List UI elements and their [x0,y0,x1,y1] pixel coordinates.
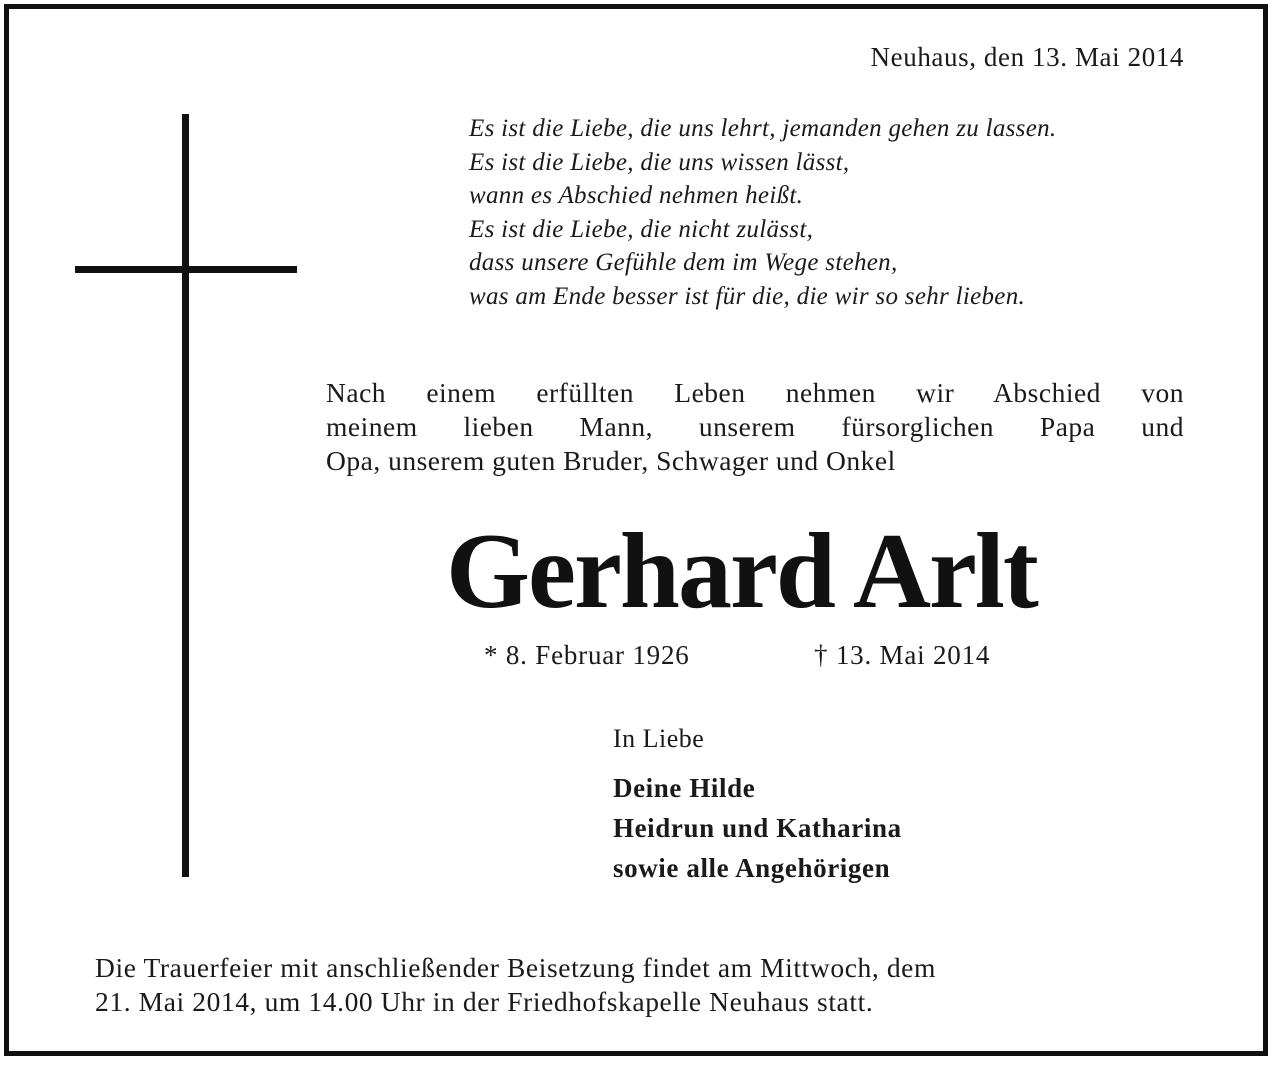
deceased-name: Gerhard Arlt [446,512,1037,631]
poem [469,112,1056,313]
funeral-notice-line: Die Trauerfeier mit anschließender Beisetzung findet am Mittwoch, dem [95,952,936,983]
birth-date: * 8. Februar 1926 [484,640,690,670]
signer-line: sowie alle Angehörigen [613,853,891,883]
signer-line: Heidrun und Katharina [613,813,902,843]
intro-line: meinem lieben Mann, unserem fürsorglichen Papa und [326,411,1184,442]
funeral-notice [95,951,1185,1019]
in-liebe-label: In Liebe [613,724,705,753]
cross-horizontal-bar [75,266,297,273]
intro-paragraph [326,376,1184,478]
intro-line: Opa, unserem guten Bruder, Schwager und Onkel [326,445,896,476]
poem-line: wann es Abschied nehmen heißt. [469,182,804,209]
funeral-notice-line: 21. Mai 2014, um 14.00 Uhr in der Friedhofskapelle Neuhaus statt. [95,986,874,1017]
poem-line: dass unsere Gefühle dem im Wege stehen, [469,249,898,276]
cross-vertical-bar [182,114,189,877]
intro-line: Nach einem erfüllten Leben nehmen wir Abschied von [326,377,1184,408]
death-date: † 13. Mai 2014 [814,640,991,670]
poem-line: Es ist die Liebe, die uns wissen lässt, [469,148,850,176]
poem-line: Es ist die Liebe, die nicht zulässt, [469,215,814,243]
poem-line: Es ist die Liebe, die uns lehrt, jemanden gehen zu lassen. [469,115,1057,142]
dateline: Neuhaus, den 13. Mai 2014 [870,42,1184,72]
signers-list [613,768,902,888]
poem-line: was am Ende besser ist für die, die wir so sehr lieben. [469,282,1026,310]
signer-line: Deine Hilde [613,773,756,803]
